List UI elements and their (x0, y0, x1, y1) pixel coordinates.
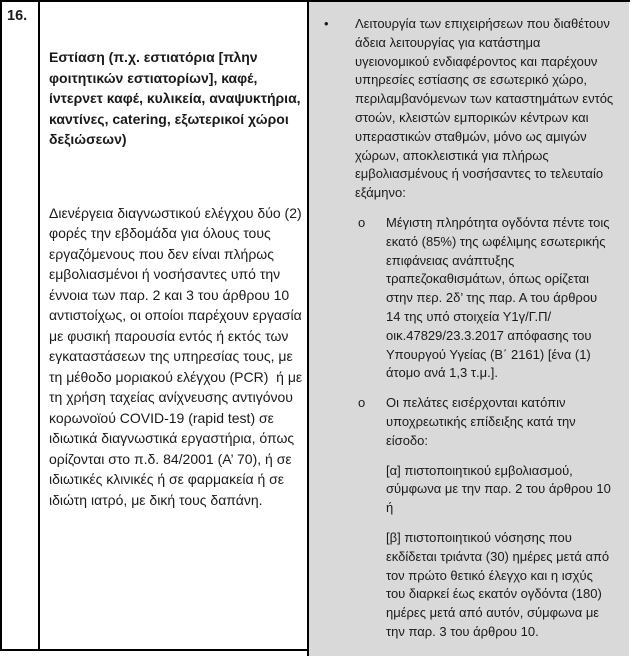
measures-cell (309, 2, 629, 656)
certificate-item-alpha: [α] πιστοποιητικού εμβολιασμού, σύμφωνα με την παρ. 2 του άρθρου 10 ή (386, 462, 615, 516)
table-border-col1 (38, 0, 40, 651)
category-body-paragraph: Διενέργεια διαγνωστικού ελέγχου δύο (2) φορές την εβδομάδα για όλους τους εργαζόμενους που δεν είναι πλήρως εμβολιασμένοι ή νοσήσαντες υπό την έννοια των παρ. 2 και 3 του άρθρου 10 αντιστοίχως, οι οποίοι παρέχουν εργασία με φυσική παρουσία εντός ή εκτός των εγκαταστάσεων της υπηρεσίας τους, με τη μέθοδο μοριακού ελέγχου (PCR) ή με τη χρήση ταχείας ανίχνευσης αντιγόνου κορωνοϊού COVID-19 (rapid test) σε ιδιωτικά διαγνωστικά εργαστήρια, όπως ορίζονται στο π.δ. 84/2001 (Α’ 70), ή σε ιδιωτικές κλινικές ή σε φαρμακεία ή σε ιδιώτη ιατρό, με δική τους δαπάνη. (49, 204, 307, 508)
list-item (324, 15, 619, 203)
table-border-col2 (307, 0, 309, 656)
table-border-left (0, 0, 2, 651)
description-cell (49, 6, 307, 551)
bullet-icon: • (324, 16, 329, 31)
list-item (358, 394, 619, 450)
certificate-item-beta: [β] πιστοποιητικού νόσησης που εκδίδεται τριάντα (30) ημέρες μετά από τον πρώτο θετικό έλεγχο και η ισχύς του διαρκεί έως εκατόν ογδόντα (180) ημέρες μετά από αυτόν, σύμφωνα με την παρ. 3 του άρθρου 10. (386, 529, 613, 639)
sub-bullet-customers-text: Οι πελάτες εισέρχονται κατόπιν υποχρεωτικής επίδειξης κατά την είσοδο: (386, 395, 580, 448)
table-border-bottom (0, 649, 309, 651)
table-border-top (0, 0, 630, 2)
category-heading: Εστίαση (π.χ. εστιατόρια [πλην φοιτητικών εστιατορίων], καφέ, ίντερνετ καφέ, κυλικεία, αναψυκτήρια, καντίνες, catering, εξωτερικοί χώροι δεξιώσεων) (49, 49, 305, 147)
list-item (358, 214, 619, 383)
main-bullet-text: Λειτουργία των επιχειρήσεων που διαθέτουν άδεια λειτουργίας για κατάστημα υγειονομικού ενδιαφέροντος και παρέχουν υπηρεσίες εστίασης σε εσωτερικό χώρο, περιλαμβανόμενων των καταστημάτων εντός στοών, κλειστών εμπορικών κέντρων και υπεραστικών σταθμών, μόνο ως αμιγών χώρων, αποκλειστικά για πλήρως εμβολιασμένους ή νοσήσαντες το τελευταίο εξάμηνο: (355, 16, 617, 201)
row-number-cell (7, 6, 35, 26)
sub-bullet-capacity-text: Μέγιστη πληρότητα ογδόντα πέντε τοις εκατό (85%) της ωφέλιμης εσωτερικής επιφάνειας ανάπτυξης τραπεζοκαθισμάτων, όπως ορίζεται στην περ. 2δ’ της παρ. Α του άρθρου 14 της υπό στοιχεία Υ1γ/Γ.Π/οικ.47829/23.3.2017 απόφασης του Υπουργού Υγείας (Β΄ 2161) [ένα (1) άτομο ανά 1,3 τ.μ.]. (386, 214, 614, 381)
row-number: 16. (7, 8, 28, 24)
circle-bullet-icon: o (358, 395, 366, 411)
circle-bullet-icon: o (358, 214, 366, 230)
